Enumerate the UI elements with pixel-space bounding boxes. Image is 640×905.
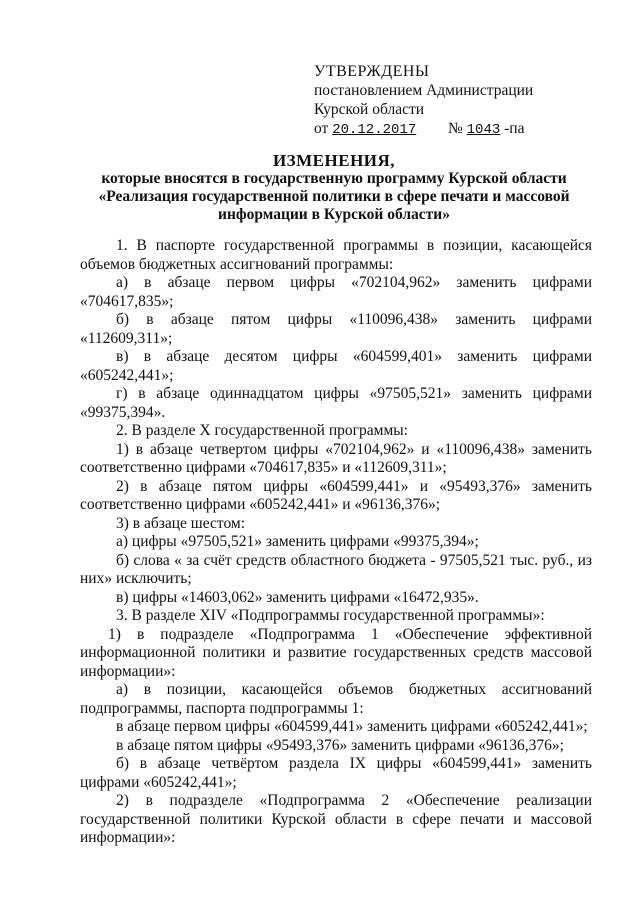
paragraph: в абзаце пятом цифры «95493,376» заменить цифрами «96136,376»;: [116, 736, 564, 754]
approval-heading: УТВЕРЖДЕНЫ: [314, 63, 430, 80]
paragraph: 3. В разделе XIV «Подпрограммы государственной программы»:: [116, 607, 545, 624]
paragraph: 1) в абзаце четвертом цифры «702104,962» и «110096,438» заменить соответственно цифрами «704617,835» и «112609,311»;: [80, 440, 592, 476]
title-subheading: которые вносятся в государственную программу Курской области «Реализация государственной политики в сфере печати и массовой информации в Курской области»: [98, 170, 570, 223]
approval-date: 20.12.2017: [332, 122, 417, 138]
date-prefix: от: [314, 120, 329, 137]
approval-date-line: [314, 119, 533, 140]
paragraph: а) в позиции, касающейся объемов бюджетных ассигнований подпрограммы, паспорта подпрограммы 1:: [80, 681, 592, 717]
title-heading: ИЗМЕНЕНИЯ,: [272, 151, 396, 170]
number-suffix: -па: [504, 120, 525, 137]
approval-line-1: постановлением Администрации: [314, 82, 534, 99]
paragraph: б) слова « за счёт средств областного бюджета - 97505,521 тыс. руб., из них» исключить;: [80, 551, 592, 587]
approval-block: [314, 62, 533, 140]
paragraph: 2) в подразделе «Подпрограмма 2 «Обеспечение реализации государственной политики Курской области в сфере печати и массовой информации»:: [80, 792, 592, 846]
document-title: [70, 152, 598, 224]
paragraph: 1) в подразделе «Подпрограмма 1 «Обеспечение эффективной информационной политики и развитие государственных средств массовой информации»:: [80, 625, 592, 680]
paragraph: в) цифры «14603,062» заменить цифрами «16472,935».: [116, 588, 479, 606]
approval-number: 1043: [466, 122, 501, 138]
paragraph: а) цифры «97505,521» заменить цифрами «99375,394»;: [116, 533, 479, 550]
paragraph: 2) в абзаце пятом цифры «604599,441» и «95493,376» заменить соответственно цифрами «605242,441» и «96136,376»;: [80, 477, 592, 513]
number-prefix: №: [447, 120, 463, 137]
paragraph: г) в абзаце одиннадцатом цифры «97505,521» заменить цифрами «99375,394».: [80, 385, 592, 421]
document-body: [80, 237, 592, 848]
paragraph: 2. В разделе X государственной программы:: [116, 422, 408, 439]
approval-line-2: Курской области: [314, 101, 425, 118]
paragraph: б) в абзаце четвёртом раздела IX цифры «604599,441» заменить цифрами «605242,441»;: [80, 755, 592, 791]
paragraph: в абзаце первом цифры «604599,441» заменить цифрами «605242,441»;: [116, 718, 588, 735]
paragraph: 1. В паспорте государственной программы в позиции, касающейся объемов бюджетных ассигнований программы:: [80, 237, 592, 273]
paragraph: а) в абзаце первом цифры «702104,962» заменить цифрами «704617,835»;: [80, 274, 592, 310]
paragraph: 3) в абзаце шестом:: [116, 514, 246, 532]
paragraph: в) в абзаце десятом цифры «604599,401» заменить цифрами «605242,441»;: [80, 348, 592, 384]
paragraph: б) в абзаце пятом цифры «110096,438» заменить цифрами «112609,311»;: [80, 311, 592, 347]
